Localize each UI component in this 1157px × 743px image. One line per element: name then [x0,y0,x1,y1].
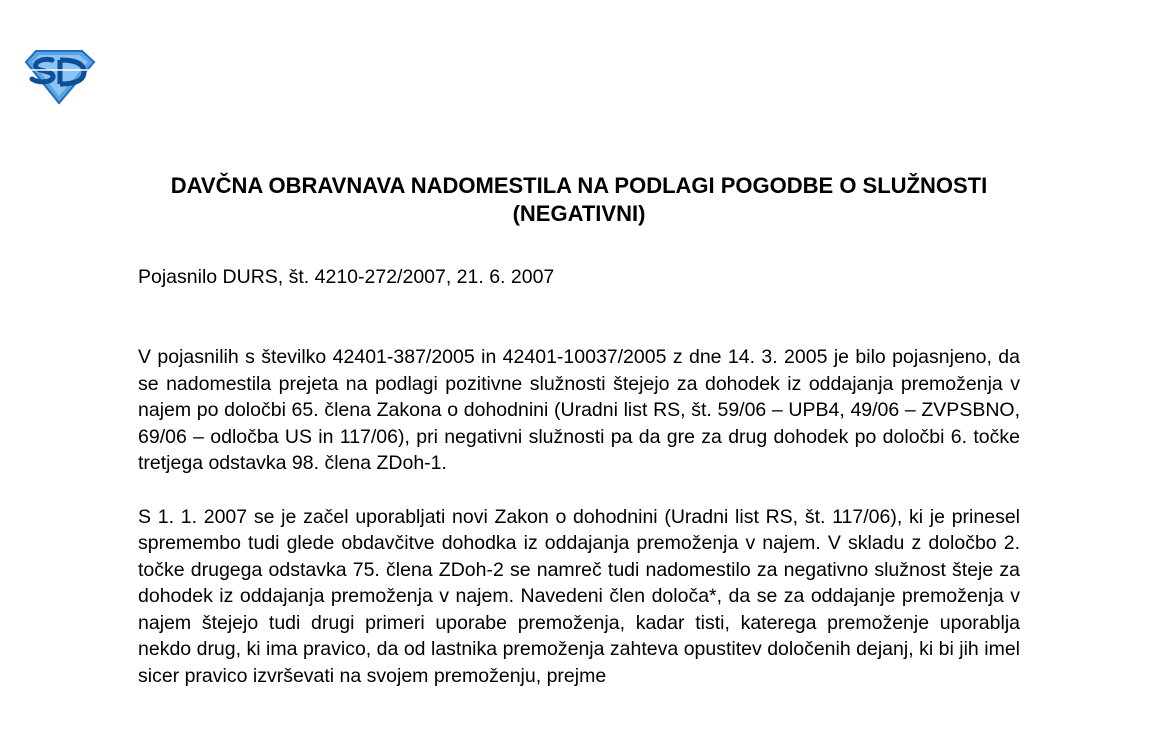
paragraph: V pojasnilih s številko 42401-387/2005 in 42401-10037/2005 z dne 14. 3. 2005 je bilo pojasnjeno, da se nadomestila prejeta na podlagi pozitivne služnosti štejejo za dohodek iz oddajanja premoženja v najem po določbi 65. člena Zakona o dohodnini (Uradni list RS, št. 59/06 – UPB4, 49/06 – ZVPSBNO, 69/06 – odločba US in 117/06), pri negativni služnosti pa da gre za drug dohodek po določbi 6. točke tretjega odstavka 98. člena ZDoh-1. [138,346,1020,474]
document-body [138,344,1020,716]
sd-shield-logo-icon [22,48,96,106]
paragraph: S 1. 1. 2007 se je začel uporabljati novi Zakon o dohodnini (Uradni list RS, št. 117/06), ki je prinesel spremembo tudi glede obdavčitve dohodka iz oddajanja premoženja v najem. V skladu z določbo 2. točke drugega odstavka 75. člena ZDoh-2 se namreč tudi nadomestilo za negativno služnost šteje za dohodek iz oddajanja premoženja v najem. Navedeni člen določa*, da se za oddajanje premoženja v najem štejejo tudi drugi primeri uporabe premoženja, kadar tisti, katerega premoženje uporablja nekdo drug, ki ima pravico, da od lastnika premoženja zahteva opustitev določenih dejanj, ki bi jih imel sicer pravico izvrševati na svojem premoženju, prejme [138,505,1020,687]
logo [22,48,96,106]
document-title: DAVČNA OBRAVNAVA NADOMESTILA NA PODLAGI POGODBE O SLUŽNOSTI (NEGATIVNI) [170,173,988,226]
document-subtitle: Pojasnilo DURS, št. 4210-272/2007, 21. 6. 2007 [138,266,555,288]
